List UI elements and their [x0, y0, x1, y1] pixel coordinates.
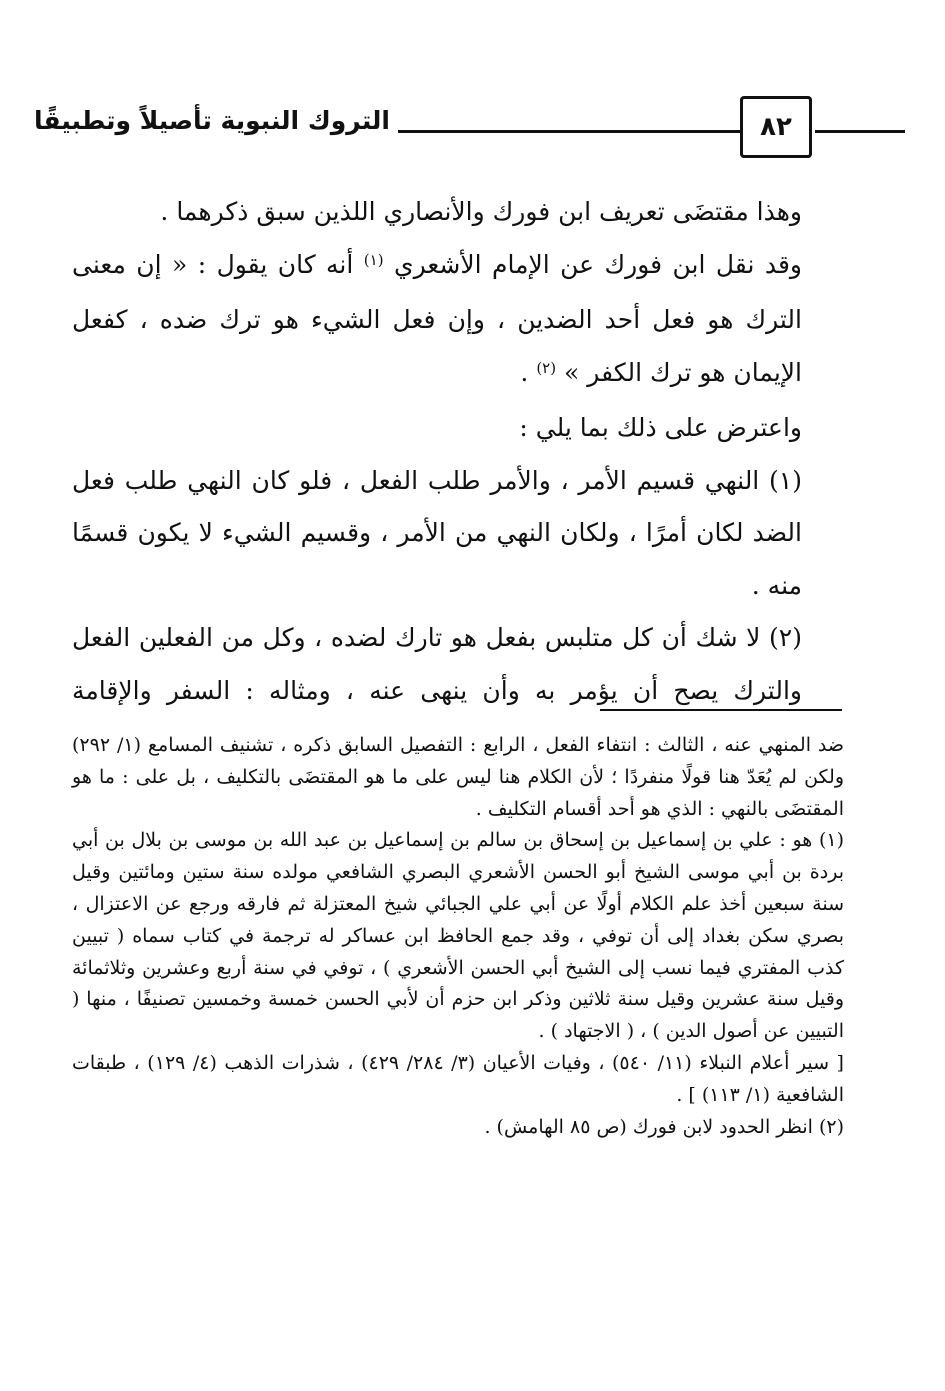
footnote-ref-2[interactable]: (٢): [536, 358, 557, 377]
header-rule-right: [815, 130, 905, 133]
footnote-1-references: [ سير أعلام النبلاء (١١/ ٥٤٠) ، وفيات الأعيان (٣/ ٢٨٤/ ٤٢٩) ، شذرات الذهب (٤/ ١٢٩) ، طبقات الشافعية (١/ ١١٣) ] .: [72, 1051, 844, 1106]
main-text: [72, 186, 844, 717]
page-number: ٨٢: [740, 96, 812, 158]
paragraph-4: (١) النهي قسيم الأمر ، والأمر طلب الفعل ، فلو كان النهي طلب فعل الضد لكان أمرًا ، ولكان النهي من الأمر ، وقسيم الشيء لا يكون قسمًا منه .: [72, 465, 802, 600]
running-title: التروك النبوية تأصيلاً وتطبيقًا: [33, 106, 390, 135]
paragraph-2: [72, 239, 844, 403]
footnote-continued: ضد المنهي عنه ، الثالث : انتفاء الفعل ، الرابع : التفصيل السابق ذكره ، تشنيف المسامع (١/ ٢٩٢) ولكن لم يُعَدّ هنا قولًا منفردًا ؛ لأن الكلام هنا ليس على ما هو المقتضَى بالتكليف ، بل على : ما هو المقتضَى بالنهي : الذي هو أحد أقسام التكليف .: [72, 734, 844, 820]
footnote-ref-1[interactable]: (١): [363, 250, 384, 269]
footnote-separator: [600, 709, 842, 711]
paragraph-2-start: وقد نقل ابن فورك عن الإمام الأشعري: [394, 249, 802, 279]
page-header: [33, 96, 850, 156]
header-rule-left: [398, 130, 778, 133]
paragraph-2-end: .: [520, 357, 529, 387]
paragraph-5: (٢) لا شك أن كل متلبس بفعل هو تارك لضده ، وكل من الفعلين الفعل والترك يصح أن يؤمر به وأن ينهى عنه ، ومثاله : السفر والإقامة: [72, 623, 802, 705]
footnote-1: (١) هو : علي بن إسماعيل بن إسحاق بن سالم بن إسماعيل بن عبد الله بن موسى بن بلال بن أبي بردة بن أبي موسى الشيخ أبو الحسن الأشعري البصري الشافعي مولده سنة ستين ومائتين وقيل سنة سبعين أخذ علم الكلام أولًا عن أبي علي الجبائي شيخ المعتزلة ثم فارقه ورجع عن الاعتزال ، بصري سكن بغداد إلى أن توفي ، وقد جمع الحافظ ابن عساكر له ترجمة في كتاب سماه ( تبيين كذب المفتري فيما نسب إلى الشيخ أبي الحسن الأشعري ) ، توفي في سنة أربع وعشرين وثلاثمائة وقيل سنة عشرين وقيل سنة ثلاثين وذكر ابن حزم أن لأبي الحسن خمسة وخمسين تصنيفًا ، منها ( التبيين عن أصول الدين ) ، ( الاجتهاد ) .: [72, 829, 844, 1043]
footnote-2: (٢) انظر الحدود لابن فورك (ص ٨٥ الهامش) .: [484, 1115, 844, 1138]
paragraph-3: واعترض على ذلك بما يلي :: [519, 413, 802, 442]
paragraph-2-quote: أنه كان يقول : « إن معنى الترك هو فعل أحد الضدين ، وإن فعل الشيء هو ترك ضده ، كفعل الإيمان هو ترك الكفر »: [72, 249, 802, 387]
paragraph-1: وهذا مقتضَى تعريف ابن فورك والأنصاري اللذين سبق ذكرهما .: [160, 197, 802, 226]
footnotes: [72, 730, 844, 1143]
